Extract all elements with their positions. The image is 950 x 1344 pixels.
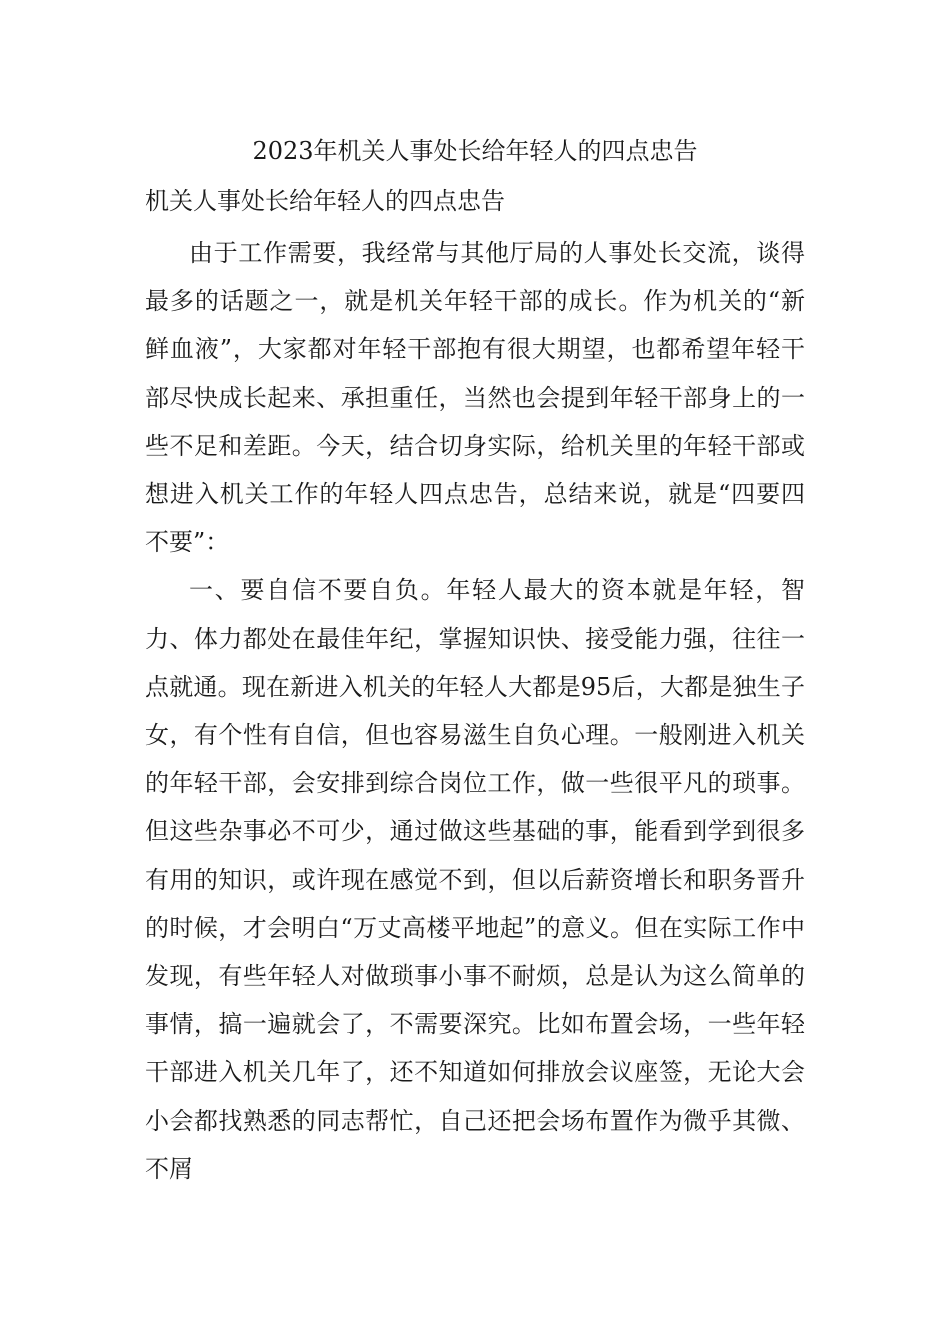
paragraph-point-one: 一、要自信不要自负。年轻人最大的资本就是年轻，智力、体力都处在最佳年纪，掌握知识快、接受能力强，往往一点就通。现在新进入机关的年轻人大都是95后，大都是独生子女，有个性有自信，但也容易滋生自负心理。一般刚进入机关的年轻干部，会安排到综合岗位工作，做一些很平凡的琐事。但这些杂事必不可少，通过做这些基础的事，能看到学到很多有用的知识，或许现在感觉不到，但以后薪资增长和职务晋升的时候，才会明白“万丈高楼平地起”的意义。但在实际工作中发现，有些年轻人对做琐事小事不耐烦，总是认为这么简单的事情，搞一遍就会了，不需要深究。比如布置会场，一些年轻干部进入机关几年了，还不知道如何排放会议座签，无论大会小会都找熟悉的同志帮忙，自己还把会场布置作为微乎其微、不屑 [145, 576, 805, 1183]
document-title: 2023年机关人事处长给年轻人的四点忠告 [252, 137, 698, 165]
paragraph-intro: 由于工作需要，我经常与其他厅局的人事处长交流，谈得最多的话题之一，就是机关年轻干部的成长。作为机关的“新鲜血液”，大家都对年轻干部抱有很大期望，也都希望年轻干部尽快成长起来、承担重任，当然也会提到年轻干部身上的一些不足和差距。今天，结合切身实际，给机关里的年轻干部或想进入机关工作的年轻人四点忠告，总结来说，就是“四要四不要”： [145, 239, 805, 557]
document-subtitle: 机关人事处长给年轻人的四点忠告 [145, 187, 505, 215]
document-body [145, 229, 805, 1193]
